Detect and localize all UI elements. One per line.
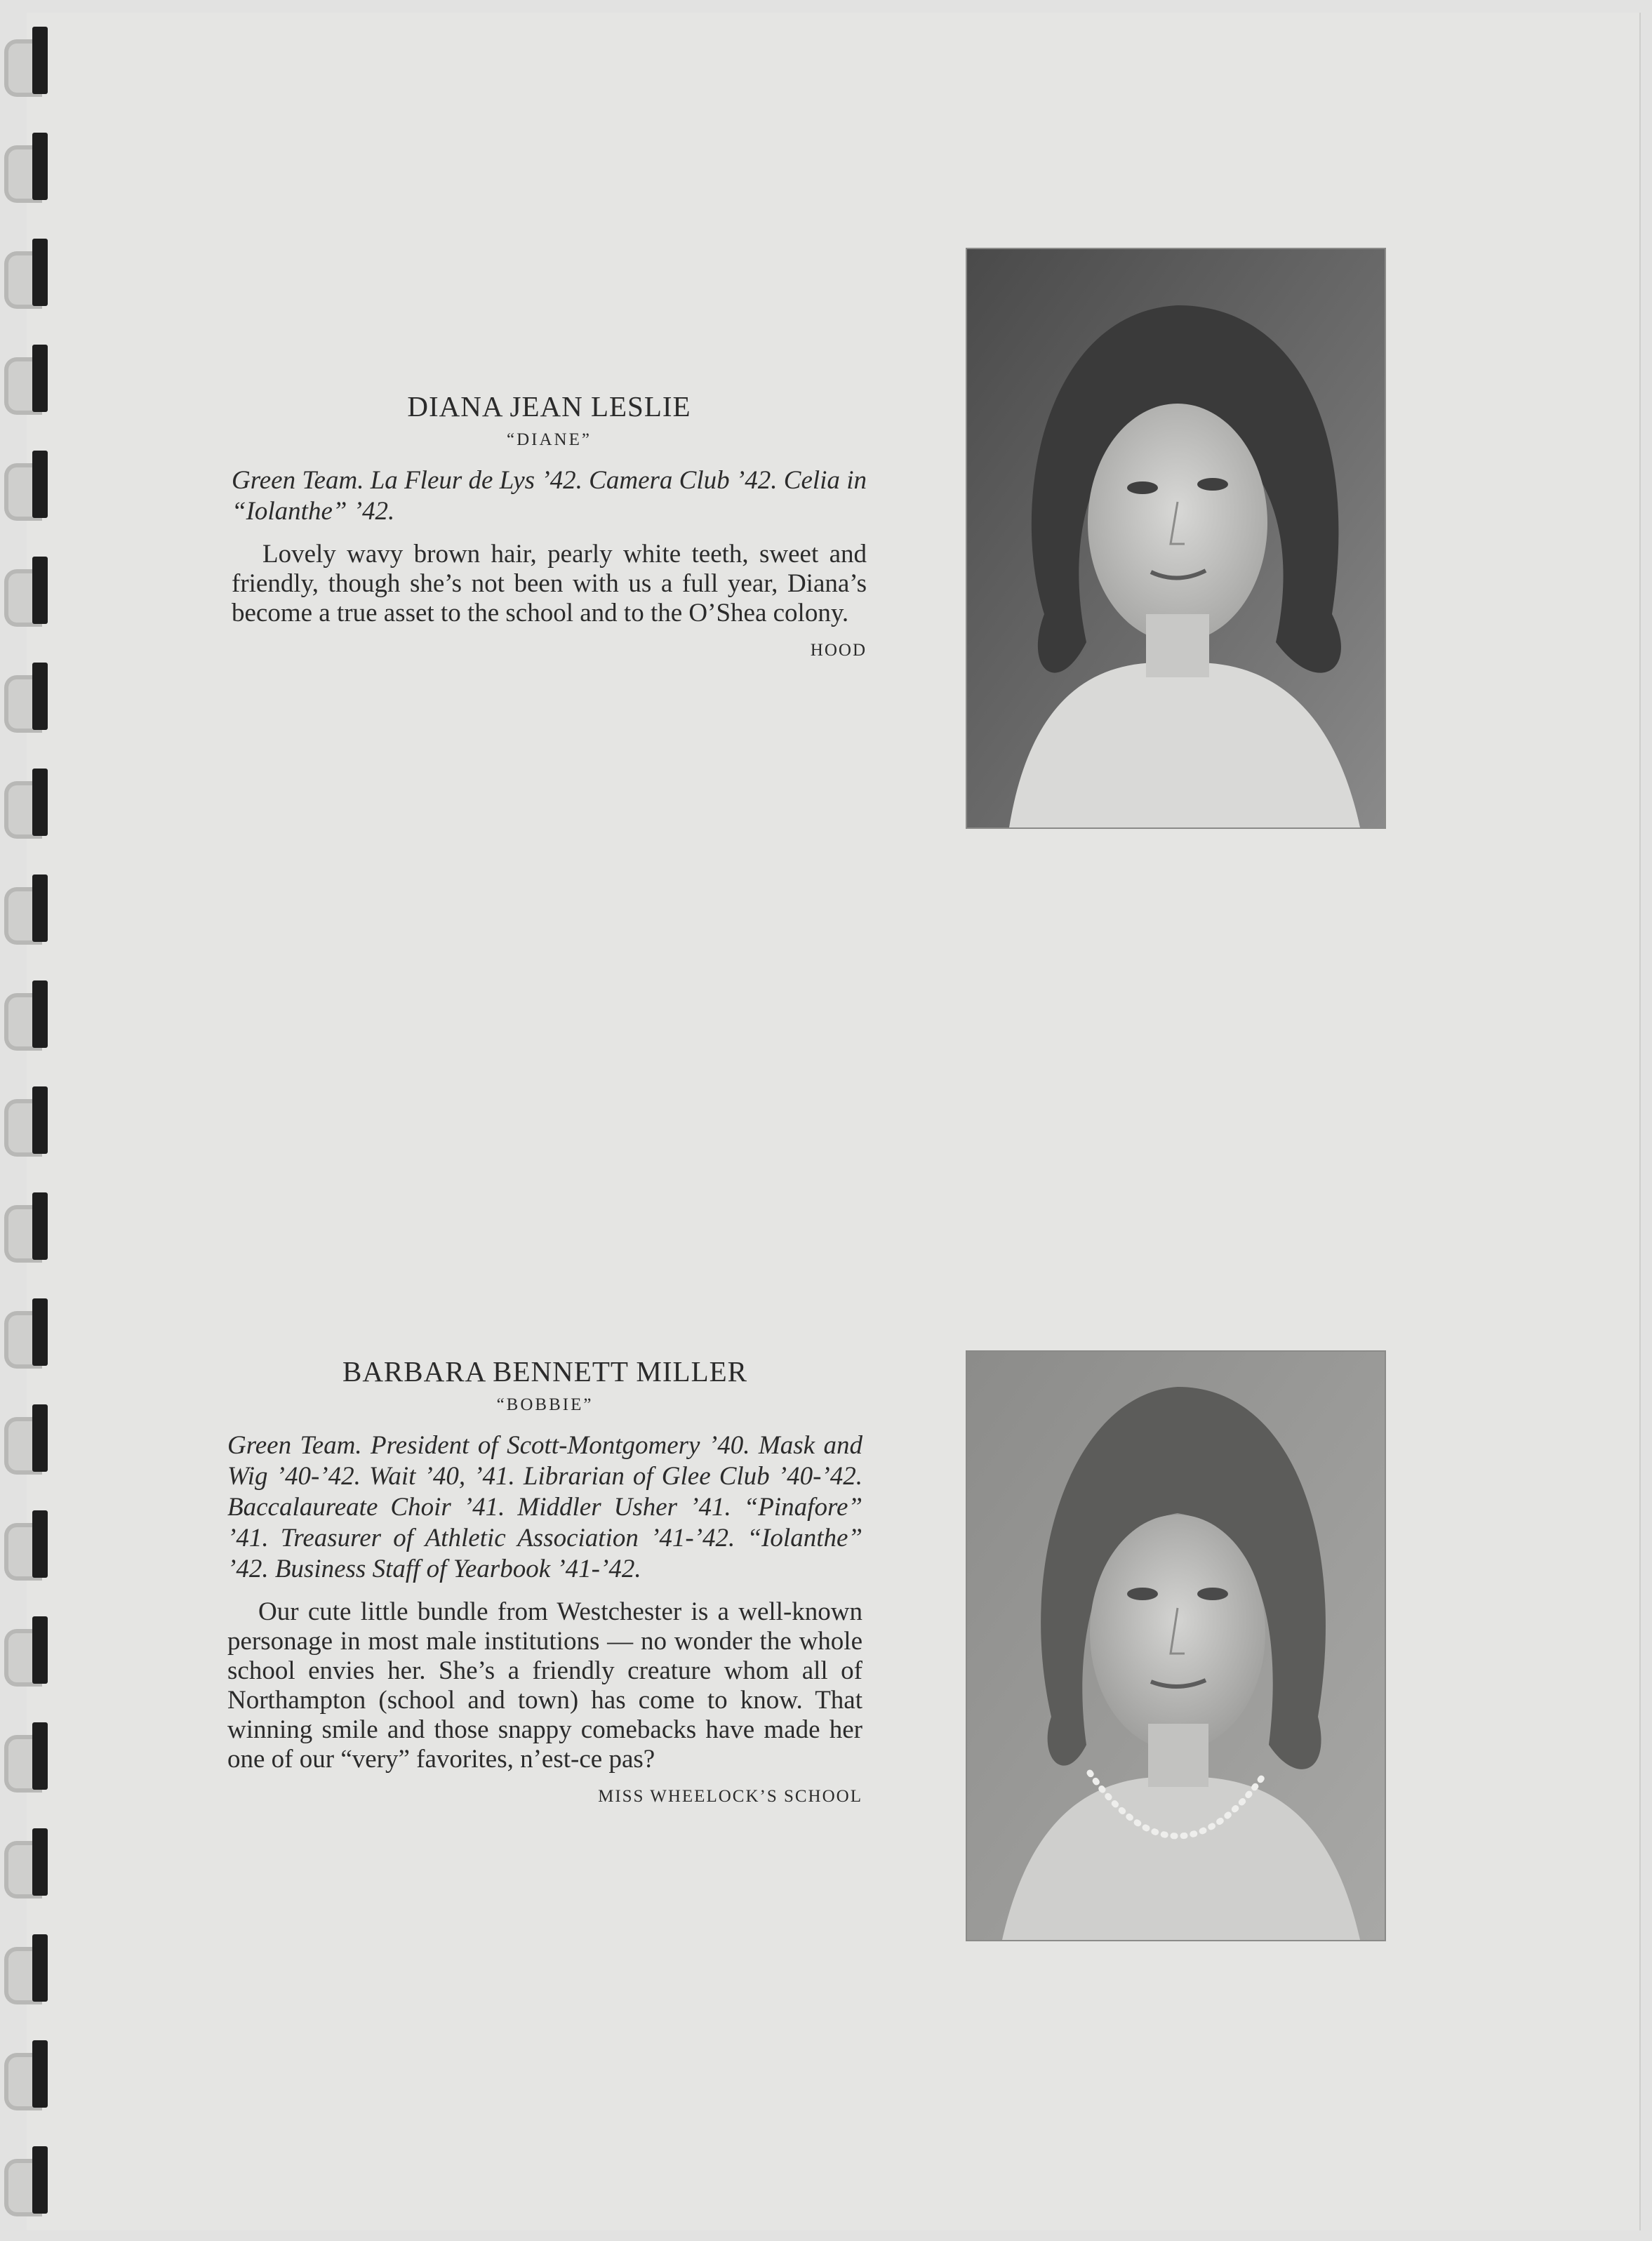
- senior-entry-2: [227, 1355, 862, 1807]
- binding-ring-bar: [32, 1722, 48, 1790]
- binding-ring-bar: [32, 1192, 48, 1260]
- binding-ring: [4, 975, 53, 1053]
- binding-ring-bar: [32, 980, 48, 1048]
- binding-ring-bar: [32, 769, 48, 836]
- binding-ring-bar: [32, 875, 48, 942]
- binding-ring: [4, 1929, 53, 2007]
- senior-activities: Green Team. President of Scott-Montgomery ’40. Mask and Wig ’40-’42. Wait ’40, ’41. Librarian of Glee Club ’40-’42. Baccalaureate Choir ’41. Middler Usher ’41. “Pinafore” ’41. Treasurer of Athletic Association ’41-’42. “Iolanthe” ’42. Business Staff of Yearbook ’41-’42.: [227, 1431, 862, 1583]
- binding-ring-bar: [32, 133, 48, 200]
- binding-ring-bar: [32, 27, 48, 94]
- binding-ring-bar: [32, 1828, 48, 1896]
- binding-ring-bar: [32, 239, 48, 306]
- portrait-image: [967, 1352, 1385, 1940]
- senior-entry-1: [232, 390, 867, 660]
- binding-ring-bar: [32, 1510, 48, 1578]
- binding-ring: [4, 551, 53, 630]
- binding-ring: [4, 1717, 53, 1795]
- spiral-binding: [0, 0, 56, 2241]
- binding-ring-bar: [32, 1086, 48, 1154]
- binding-ring: [4, 2141, 53, 2219]
- binding-ring-bar: [32, 557, 48, 624]
- binding-ring: [4, 1293, 53, 1371]
- senior-nickname: “DIANE”: [507, 430, 592, 449]
- binding-ring: [4, 1399, 53, 1477]
- portrait-image: [967, 249, 1385, 827]
- binding-ring: [4, 1187, 53, 1265]
- binding-ring-bar: [32, 2146, 48, 2214]
- page-sheet: [27, 13, 1641, 2230]
- senior-name: DIANA JEAN LESLIE: [407, 390, 691, 423]
- senior-bio: Lovely wavy brown hair, pearly white teeth, sweet and friendly, though she’s not been with us a full year, Diana’s become a true asset to the school and to the O’Shea colony.: [232, 540, 867, 627]
- binding-ring-bar: [32, 2040, 48, 2108]
- binding-ring-bar: [32, 451, 48, 518]
- binding-ring: [4, 1505, 53, 1583]
- binding-ring-bar: [32, 1404, 48, 1472]
- binding-ring-bar: [32, 345, 48, 412]
- senior-previous-school: HOOD: [810, 641, 867, 660]
- binding-ring: [4, 233, 53, 312]
- senior-nickname: “BOBBIE”: [496, 1395, 594, 1414]
- binding-ring-bar: [32, 1934, 48, 2002]
- senior-activities: Green Team. La Fleur de Lys ’42. Camera Club ’42. Celia in “Iolanthe” ’42.: [232, 466, 867, 526]
- binding-ring: [4, 1081, 53, 1159]
- binding-ring: [4, 21, 53, 100]
- binding-ring: [4, 869, 53, 947]
- senior-previous-school: MISS WHEELOCK’S SCHOOL: [598, 1787, 862, 1806]
- binding-ring: [4, 763, 53, 842]
- binding-ring: [4, 2035, 53, 2113]
- binding-ring-bar: [32, 1616, 48, 1684]
- binding-ring: [4, 445, 53, 524]
- senior-portrait-photo-2: [966, 1350, 1386, 1941]
- binding-ring: [4, 657, 53, 736]
- senior-bio: Our cute little bundle from Westchester is a well-known personage in most male institutions — no wonder the whole school envies her. She’s a friendly creature whom all of Northampton (school and town) has come to know. That winning smile and those snappy comebacks have made her one of our “very” favorites, n’est-ce pas?: [227, 1597, 862, 1774]
- binding-ring: [4, 1611, 53, 1689]
- binding-ring: [4, 339, 53, 418]
- binding-ring-bar: [32, 663, 48, 730]
- binding-ring-bar: [32, 1298, 48, 1366]
- binding-ring: [4, 127, 53, 206]
- senior-name: BARBARA BENNETT MILLER: [342, 1355, 748, 1388]
- binding-ring: [4, 1823, 53, 1901]
- senior-portrait-photo-1: [966, 248, 1386, 829]
